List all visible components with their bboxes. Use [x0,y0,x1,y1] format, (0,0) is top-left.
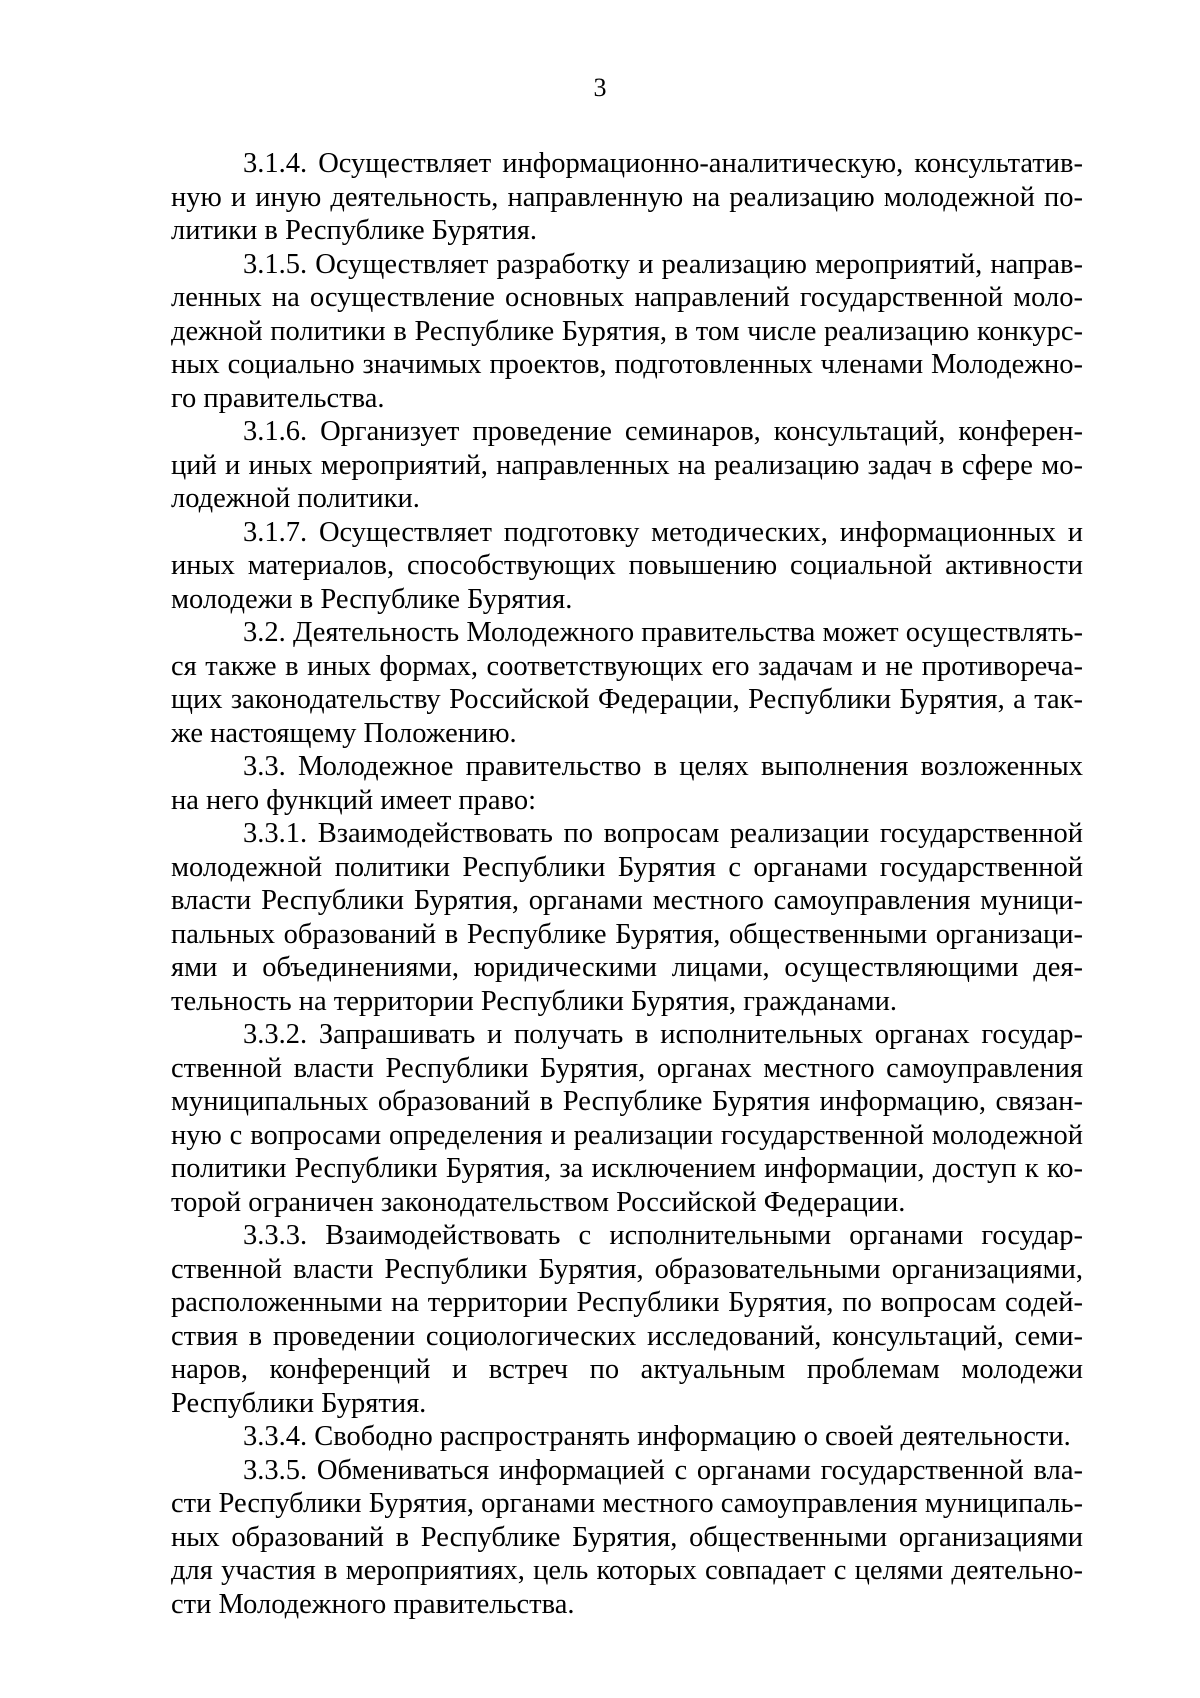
paragraph-3-3: 3.3. Молодежное правительство в целях выполнения возложенных на него функций имеет право: [171,751,1083,816]
paragraph-3-3-5: 3.3.5. Обмениваться информацией с органами государственной власти Республики Бурятия, органами местного самоуправления муниципальных образований в Республике Бурятия, общественными организациями для участия в мероприятиях, цель которых совпадает с целями деятельности Молодежного правительства. [171,1454,1083,1620]
paragraph-3-1-7: 3.1.7. Осуществляет подготовку методических, информационных и иных материалов, способствующих повышению социальной активности молодежи в Республике Бурятия. [171,516,1083,615]
paragraph-3-3-3: 3.3.3. Взаимодействовать с исполнительными органами государственной власти Республики Бурятия, образовательными организациями, расположенными на территории Республики Бурятия, по вопросам содействия в проведении социологических исследований, консультаций, семинаров, конференций и встреч по актуальным проблемам молодежи Республики Бурятия. [171,1220,1083,1419]
paragraph-3-1-4: 3.1.4. Осуществляет информационно-аналитическую, консультативную и иную деятельность, направленную на реализацию молодежной политики в Республике Бурятия. [171,148,1083,246]
paragraph-3-2: 3.2. Деятельность Молодежного правительства может осуществляться также в иных формах, соответствующих его задачам и не противоречащих законодательству Российской Федерации, Республики Бурятия, а также настоящему Положению. [171,617,1083,749]
document-body [171,147,1083,1621]
paragraph-3-3-1: 3.3.1. Взаимодействовать по вопросам реализации государственной молодежной политики Республики Бурятия с органами государственной власти Республики Бурятия, органами местного самоуправления муниципальных образований в Республике Бурятия, общественными организациями и объединениями, юридическими лицами, осуществляющими деятельность на территории Республики Бурятия, гражданами. [171,818,1083,1017]
paragraph-3-1-6: 3.1.6. Организует проведение семинаров, консультаций, конференций и иных мероприятий, направленных на реализацию задач в сфере молодежной политики. [171,416,1083,514]
paragraph-3-1-5: 3.1.5. Осуществляет разработку и реализацию мероприятий, направленных на осуществление основных направлений государственной молодежной политики в Республике Бурятия, в том числе реализацию конкурсных социально значимых проектов, подготовленных членами Молодежного правительства. [171,248,1083,414]
page-number: 3 [593,73,607,102]
paragraph-3-3-4: 3.3.4. Свободно распространять информацию о своей деятельности. [243,1421,1071,1452]
paragraph-3-3-2: 3.3.2. Запрашивать и получать в исполнительных органах государственной власти Республики Бурятия, органах местного самоуправления муниципальных образований в Республике Бурятия информацию, связанную с вопросами определения и реализации государственной молодежной политики Республики Бурятия, за исключением информации, доступ к которой ограничен законодательством Российской Федерации. [171,1019,1083,1218]
